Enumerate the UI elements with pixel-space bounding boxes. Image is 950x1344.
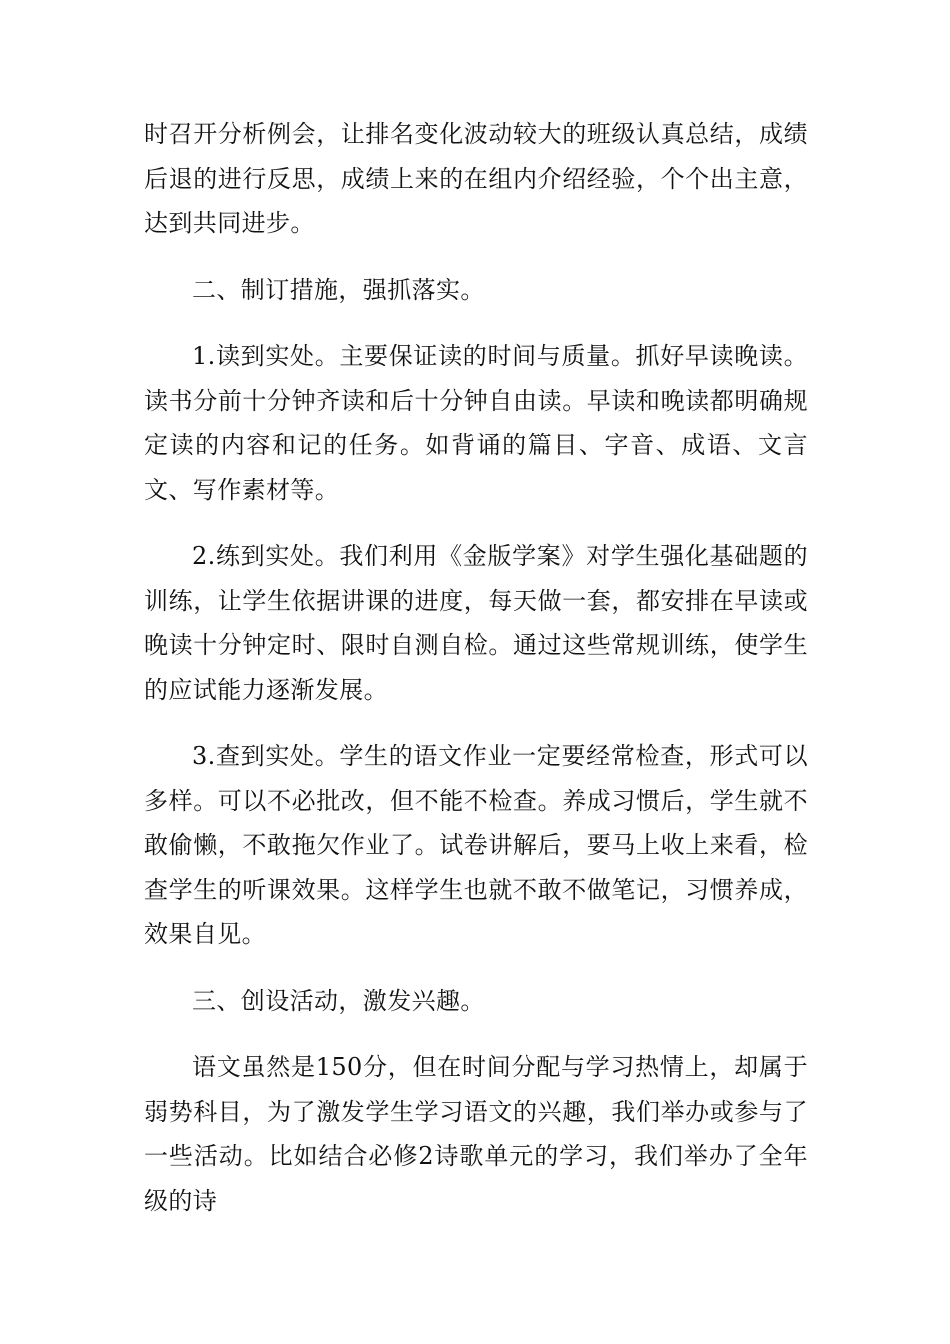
paragraph-reading: 1.读到实处。主要保证读的时间与质量。抓好早读晚读。读书分前十分钟齐读和后十分钟自由读。早读和晚读都明确规定读的内容和记的任务。如背诵的篇目、字音、成语、文言文、写作素材等。: [144, 342, 808, 504]
paragraph-checking: 3.查到实处。学生的语文作业一定要经常检查，形式可以多样。可以不必批改，但不能不检查。养成习惯后，学生就不敢偷懒，不敢拖欠作业了。试卷讲解后，要马上收上来看，检查学生的听课效果。这样学生也就不敢不做笔记，习惯养成，效果自见。: [144, 742, 808, 948]
section-heading-2: 二、制订措施，强抓落实。: [192, 275, 485, 304]
paragraph-practice: 2.练到实处。我们利用《金版学案》对学生强化基础题的训练，让学生依据讲课的进度，每天做一套，都安排在早读或晚读十分钟定时、限时自测自检。通过这些常规训练，使学生的应试能力逐渐发展。: [144, 542, 808, 704]
section-heading-3: 三、创设活动，激发兴趣。: [192, 986, 485, 1015]
paragraph-activities: 语文虽然是150分，但在时间分配与学习热情上，却属于弱势科目，为了激发学生学习语文的兴趣，我们举办或参与了一些活动。比如结合必修2诗歌单元的学习，我们举办了全年级的诗: [144, 1053, 808, 1215]
document-body: [144, 112, 808, 1245]
paragraph-continuation: 时召开分析例会，让排名变化波动较大的班级认真总结，成绩后退的进行反思，成绩上来的在组内介绍经验，个个出主意，达到共同进步。: [144, 120, 808, 237]
